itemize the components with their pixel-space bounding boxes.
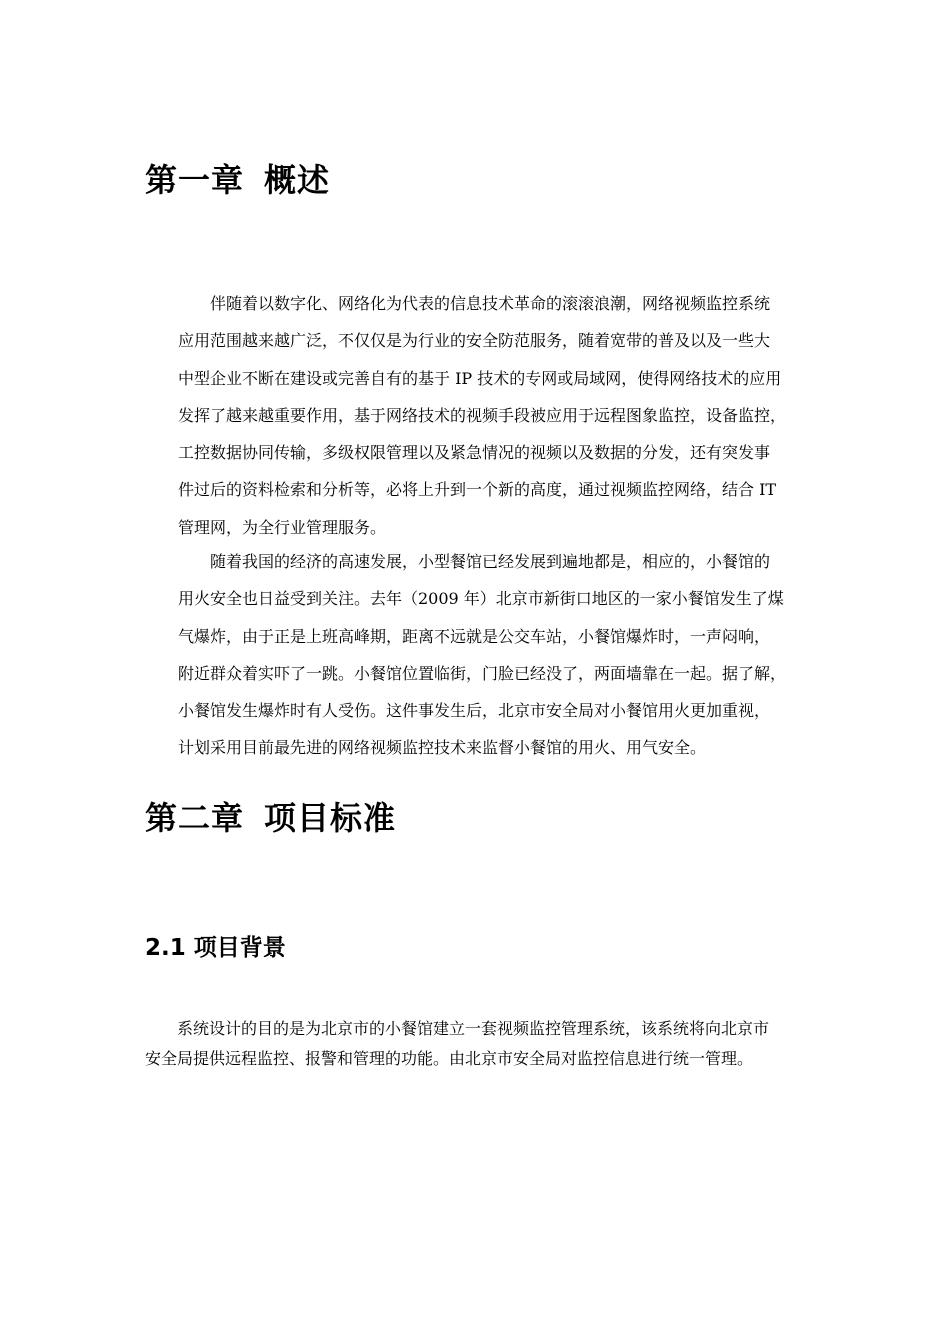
- chapter-1-paragraph-2: [178, 543, 786, 767]
- paragraph-line: 随着我国的经济的高速发展，小型餐馆已经发展到遍地都是，相应的，小餐馆的: [210, 552, 771, 571]
- paragraph-line: 发挥了越来越重要作用，基于网络技术的视频手段被应用于远程图象监控，设备监控，: [178, 405, 787, 425]
- chapter-2-name: 项目标准: [264, 799, 397, 837]
- chapter-1-paragraph-1: [178, 285, 786, 546]
- paragraph-line: 伴随着以数字化、网络化为代表的信息技术革命的滚滚浪潮，网络视频监控系统: [210, 294, 771, 313]
- section-2-1-paragraph: [145, 1014, 769, 1074]
- chapter-1-title: [145, 160, 330, 200]
- paragraph-line: 计划采用目前最先进的网络视频监控技术来监督小餐馆的用火、用气安全。: [178, 738, 707, 758]
- paragraph-line: 应用范围越来越广泛，不仅仅是为行业的安全防范服务，随着宽带的普及以及一些大: [178, 331, 771, 351]
- chapter-2-number: 第二章: [145, 799, 245, 837]
- paragraph-line: 中型企业不断在建设或完善自有的基于 IP 技术的专网或局域网，使得网络技术的应用: [178, 368, 782, 388]
- paragraph-line: 件过后的资料检索和分析等，必将上升到一个新的高度，通过视频监控网络，结合 IT: [178, 480, 777, 500]
- paragraph-line: 管理网，为全行业管理服务。: [178, 517, 387, 537]
- paragraph-line: 附近群众着实吓了一跳。小餐馆位置临街，门脸已经没了，两面墙靠在一起。据了解，: [178, 663, 787, 683]
- paragraph-line: 小餐馆发生爆炸时有人受伤。这件事发生后，北京市安全局对小餐馆用火更加重视，: [178, 701, 771, 721]
- section-2-1-title: 2.1 项目背景: [145, 935, 286, 961]
- paragraph-line: 安全局提供远程监控、报警和管理的功能。由北京市安全局对监控信息进行统一管理。: [145, 1049, 754, 1068]
- paragraph-line: 气爆炸，由于正是上班高峰期，距离不远就是公交车站，小餐馆爆炸时，一声闷响，: [178, 626, 771, 646]
- chapter-2-title: [145, 798, 396, 838]
- paragraph-line: 用火安全也日益受到关注。去年（2009 年）北京市新街口地区的一家小餐馆发生了煤: [178, 589, 784, 609]
- paragraph-line: 系统设计的目的是为北京市的小餐馆建立一套视频监控管理系统，该系统将向北京市: [177, 1019, 770, 1038]
- paragraph-line: 工控数据协同传输，多级权限管理以及紧急情况的视频以及数据的分发，还有突发事: [178, 443, 771, 463]
- chapter-1-number: 第一章: [145, 161, 245, 199]
- chapter-1-name: 概述: [264, 161, 331, 199]
